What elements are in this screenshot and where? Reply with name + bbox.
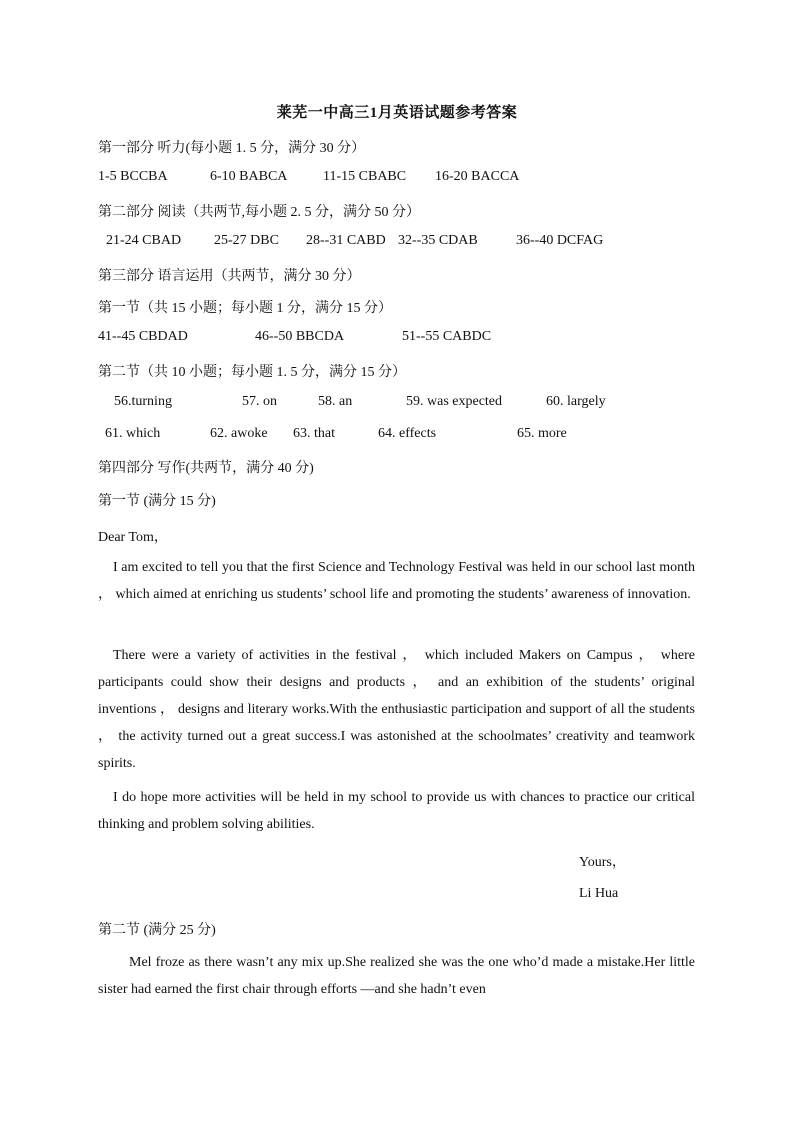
answer-item: 64. effects <box>378 426 437 441</box>
part2-heading: 第二部分 阅读（共两节,每小题 2. 5 分，满分 50 分） <box>98 205 420 220</box>
answer-item: 65. more <box>517 426 567 441</box>
letter-signature: Li Hua <box>579 886 619 901</box>
answer-group: 36--40 DCFAG <box>516 233 604 248</box>
part3-section2-row1 <box>98 394 698 414</box>
part1-heading: 第一部分 听力(每小题 1. 5 分，满分 30 分） <box>98 141 366 156</box>
page-title: 莱芜一中高三1月英语试题参考答案 <box>276 105 518 121</box>
answer-item: 59. was expected <box>406 394 503 409</box>
answer-group: 11-15 CBABC <box>323 169 407 184</box>
answer-item: 62. awoke <box>210 426 268 441</box>
part4-section1-heading: 第一节 (满分 15 分) <box>98 494 216 509</box>
part3-section1-heading: 第一节（共 15 小题；每小题 1 分，满分 15 分） <box>98 301 392 316</box>
answer-group: 32--35 CDAB <box>398 233 478 248</box>
answer-item: 58. an <box>318 394 353 409</box>
answer-item: 60. largely <box>546 394 606 409</box>
letter-paragraph-3: I do hope more activities will be held in my school to provide us with chances to practice our critical thinking and problem solving abilities. <box>98 790 695 832</box>
answer-group: 51--55 CABDC <box>402 329 492 344</box>
part4-heading: 第四部分 写作(共两节，满分 40 分) <box>98 461 314 476</box>
answer-group: 16-20 BACCA <box>435 169 520 184</box>
answer-group: 25-27 DBC <box>214 233 279 248</box>
answer-group: 1-5 BCCBA <box>98 169 168 184</box>
answer-group: 41--45 CBDAD <box>98 329 188 344</box>
part3-section1-answers <box>98 329 698 349</box>
answer-item: 57. on <box>242 394 277 409</box>
answer-group: 28--31 CABD <box>306 233 386 248</box>
answer-item: 56.turning <box>114 394 172 409</box>
answer-item: 61. which <box>105 426 161 441</box>
part3-section2-heading: 第二节（共 10 小题；每小题 1. 5 分，满分 15 分） <box>98 365 406 380</box>
part2-answers <box>98 233 698 253</box>
part4-section2-heading: 第二节 (满分 25 分) <box>98 923 216 938</box>
letter-closing: Yours， <box>579 855 626 870</box>
part3-heading: 第三部分 语言运用（共两节，满分 30 分） <box>98 269 361 284</box>
part1-answers <box>98 169 698 189</box>
answer-group: 46--50 BBCDA <box>255 329 345 344</box>
part3-section2-row2 <box>98 426 698 446</box>
answer-group: 21-24 CBAD <box>106 233 182 248</box>
letter-greeting: Dear Tom， <box>98 530 168 545</box>
answer-item: 63. that <box>293 426 335 441</box>
letter-paragraph-2: There were a variety of activities in the festival ， which included Makers on Campus ， where participants could show their designs and products ， and an exhibition of the students’ original inventions ， designs and literary works.With the enthusiastic participation and support of all the students ， the activity turned out a great success.I was astonished at the schoolmates’ creativity and teamwork spirits. <box>98 648 695 771</box>
story-paragraph-1: Mel froze as there wasn’t any mix up.She realized she was the one who’d made a mistake.Her little sister had earned the first chair through efforts —and she hadn’t even <box>98 955 695 997</box>
letter-paragraph-1: I am excited to tell you that the first Science and Technology Festival was held in our school last month ， which aimed at enriching us students’ school life and promoting the students’ awareness of innovation. <box>98 560 695 602</box>
answer-group: 6-10 BABCA <box>210 169 288 184</box>
